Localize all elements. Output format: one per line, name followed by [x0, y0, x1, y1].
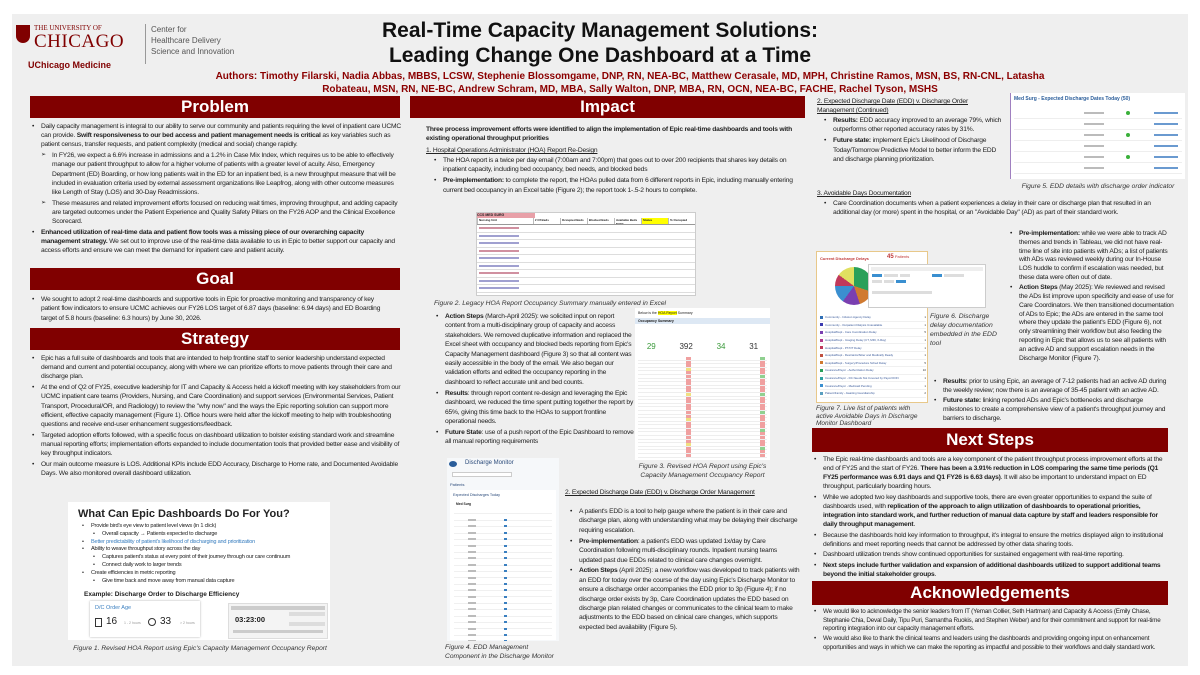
figure-4: Discharge Monitor Patients Expected Discharges Today Med Surg: [447, 458, 559, 641]
text-run: as key variables such as patient census, transfer requests, and patient complexity (medical and social) change rapidly.: [41, 132, 391, 149]
text-run: Ability to weave throughput story across the day: [91, 546, 201, 553]
epic-logo-icon: [449, 461, 457, 467]
gauge: 34: [716, 342, 726, 351]
text-run: .: [913, 521, 916, 529]
bullet-item: [932, 378, 1174, 396]
text-run: Connect daily work to larger trends: [102, 561, 182, 568]
table-row: [477, 295, 695, 297]
bullet-item: [30, 295, 390, 323]
table-row: [1014, 152, 1182, 163]
table-row: [477, 287, 695, 293]
bullet-item: [434, 428, 634, 447]
bullet-item: [932, 397, 1174, 423]
text-run: : a patient's EDD was updated 1x/day by Care Coordination following multi-disciplinary rounds. Inpatient nursing teams updated past due EDDs related to clinical care changes overnight.: [579, 537, 778, 564]
figure-6: [868, 264, 986, 308]
bullet-item: [822, 116, 1002, 135]
text-run: : use of a push report of the Epic Dashboard to remove all manual reporting requirements: [445, 428, 634, 446]
bullet-item: [1008, 230, 1174, 283]
text-run: EDD accuracy improved to an average 79%, which outperforms other reported accuracy rates by 31%.: [833, 117, 1002, 134]
text-run: While we adopted two key dashboards and supportive tools, there are even greater opportunities to expand the suite of dashboards used, with: [823, 493, 1152, 510]
bullet-item: [80, 531, 330, 539]
table-header-cell: Status: [641, 218, 668, 224]
clipboard-icon: [95, 618, 102, 627]
table-row: [477, 265, 695, 271]
problem-text: [30, 122, 402, 257]
text-run: Pre-implementation:: [1019, 230, 1080, 237]
next-steps-text: [812, 455, 1172, 581]
hoa-section-title: 1. Hospital Operations Administrator (HOA) Report Re-Design: [426, 147, 598, 154]
center-name: Center for Healthcare Delivery Science and Innovation: [145, 24, 234, 64]
bullet-item: [812, 635, 1167, 652]
color-swatch-icon: [820, 377, 823, 380]
text-run: replication of the approach to align utilization of dashboards to operational priorities, integration into standard work, and further reduction of manual data capture by staff and leaders responsible for daily throughput management: [823, 502, 1158, 529]
text-run: Give time back and move away from manual data capture: [102, 577, 235, 584]
strategy-text: [30, 354, 402, 480]
delay-list-item[interactable]: Patient/Family - Awaiting Guardianship 2: [820, 390, 926, 398]
text-run: Pre-implementation: [579, 537, 638, 545]
text-run: Action Steps: [579, 567, 618, 575]
authors: Authors: Timothy Filarski, Nadia Abbas, MBBS, LCSW, Stephenie Blossomgame, DNP, RN, NEA-BC, Matthew Cerasale, MD, MPH, Christine Ramos, MSN, BS, RN-CNL, Latasha Robateau, MSN, RN, NE-BC, Andrew Schram, MD, MBA, Sally Walton, DNP, MBA, RN, OCN, NEA-BC, FACHE, Rachel Tyson, MSHS: [215, 71, 1045, 95]
text-run: Results:: [833, 117, 858, 124]
text-run: Future state:: [943, 397, 981, 405]
patient-count: 45: [887, 254, 894, 260]
text-run: These measures and related improvement efforts focused on reducing wait times, improving throughput, and adding capacity are targeted outcomes under the Patient Experience and Quality Safety Pillars on the FY26 AOP and the Clinical Excellence Scorecard.: [52, 199, 398, 226]
text-run: We would also like to thank the clinical teams and leaders using the dashboards and providing ongoing input on enhancement opportunities and ways in which we can make the reporting as impactful and possible to their workflows and daily standard work.: [823, 635, 1156, 651]
table-row: [1014, 141, 1182, 152]
text-run: We set out to improve use of the real-time data available to us in Epic to better support our capacity and access efforts and ensure we can meet the demand for inpatient care and patient acuity.: [41, 237, 395, 255]
gauge: 392: [679, 342, 693, 351]
delay-list-item[interactable]: Hospital/Dept - Care Coordination Delay 5: [820, 329, 926, 337]
clock-icon: [148, 618, 156, 626]
text-run: Create efficiencies in metric reporting: [91, 569, 176, 576]
table-header-cell: Nursing Unit: [477, 218, 533, 224]
text-run: The Epic real-time dashboards and tools are a key component of the patient throughput process improvement efforts at the end of FY25 and the start of FY26.: [823, 456, 1163, 473]
color-swatch-icon: [820, 339, 823, 342]
avoidable-days-steps: [1008, 230, 1174, 365]
bullet-item: [30, 460, 402, 478]
text-run: Care Coordination documents when a patient experiences a delay in their care or discharge plan that resulted in an additional day (or more) spent in the hospital, or an "Avoidable Day" (AD) as part of their standard work.: [833, 200, 1151, 217]
text-run: We would like to acknowledge the senior leaders from IT (Yeman Collier, Seth Hartman) and Capacity & Access (Emily Chase, Stephanie Chia, Deval Daily, Tipu Puri, Samantha Ruokis, and Stephen Weber) and for their commitment and support for real-time reporting integration into our capacity management efforts.: [823, 608, 1161, 632]
bullet-item: [432, 156, 804, 175]
goal-text: [30, 295, 390, 325]
bullet-item: [80, 554, 330, 562]
text-run: (March-April 2025): we solicited input on report content from a multi-disciplinary group of capacity and access stakeholders. We removed duplicative information and replaced the Excel sheet with occupancy and blocked beds reporting from Epic's Capacity Management dashboard (Figure 3) so that all content was easily accessible in the body of the email. We also began our validation efforts and edited the occupancy reporting in the dashboard to reflect accurate unit and bed counts.: [445, 313, 632, 386]
delay-list-item[interactable]: Hospital/Dept - Restraints/Sitter and Medically Ready 1: [820, 352, 926, 360]
gauge: 31: [749, 342, 759, 351]
gauge: 29: [646, 342, 656, 351]
bullet-item: [30, 354, 402, 382]
text-run: We sought to adopt 2 real-time dashboards and supportive tools in Epic for proactive monitoring and transparency of key patient flow indicators to ensure UCMC achieves our FY26 LOS target of 6.87 days (baseline: 6.94 days) and ED Boarding target of 5.8 hours (baseline: 6.3 hours) by June 30, 2026.: [41, 296, 381, 322]
figure-5: Med Surg - Expected Discharge Dates Today (50): [1010, 93, 1185, 179]
impact-intro: Three process improvement efforts were identified to align the implementation of Epic real-time dashboards and tools with existing operational throughput priorities: [426, 126, 792, 143]
bullet-item: [80, 570, 330, 578]
hoa-action-text: [434, 312, 634, 448]
bullet-item: [812, 531, 1172, 549]
delay-list-item[interactable]: Community - Infusion Agency Delay 1: [820, 314, 926, 322]
bullet-item: [822, 199, 1172, 218]
text-run: Dashboard utilization trends show continued opportunities for sustained engagement with real-time reporting.: [823, 551, 1124, 559]
color-swatch-icon: [820, 369, 823, 372]
text-run: . It will also be important to understand impact on ED throughput, particularly boarding hours.: [823, 474, 1147, 491]
text-run: Pre-implementation:: [443, 177, 504, 185]
text-run: Overall capacity → Patients expected to discharge: [102, 530, 218, 537]
color-swatch-icon: [820, 316, 823, 319]
figure-4-caption: Figure 4. EDD Management Component in the Discharge Monitor: [445, 644, 554, 660]
figure-1: What Can Epic Dashboards Do For You? • Provide bird's eye view to patient level views (in 1 click) • Overall capacity → Patients expected to discharge • Better predictability of patient's likelihood of discharging and prioritization • Ability to weave throughput story across the day • Captures patient's status at every point of their journey through our care continuum • Connect daily work to larger trends • Create efficiencies in metric reporting • Give time back and move away from manual data capture Example: Discharge Order to Discharge Efficiency D/C Order Age 16 1 - 2 hours 33 > 2 hours 03:23:00: [68, 502, 330, 640]
figure-1-caption: Figure 1. Revised HOA Report using Epic's Capacity Management Occupancy Report: [73, 645, 327, 652]
figure-2-table: CCS MED SURG Nursing Unit # Of Beds Occupied Beds Blocked Beds Available Beds NOW Status % Occupied: [476, 212, 696, 296]
figure-5-caption: Figure 5. EDD details with discharge order indicator: [1021, 183, 1175, 190]
avoidable-days-results: [932, 378, 1174, 425]
text-run: Targeted adoption efforts followed, with a specific focus on dashboard utilization to bolster existing standard work and streamline manual reporting efforts; implementation efforts expanded to include documentation tools that provided better ease and visibility of key throughput indicators.: [41, 431, 400, 458]
bullet-item: [80, 523, 330, 531]
text-run: In FY26, we expect a 6.6% increase in admissions and a 1.2% in Case Mix Index, which requires us to be able to effectively manage our patient throughput to allow for a higher volume of patients with a greater level of acuity. Also, Emergency Department (ED) Boarding, or how long patients wait in the ED for an inpatient bed, is a new throughput measure that will be included in evaluation criteria used by external assessment organizations like Leapfrog, along with other outcome measures like Length of Stay (LOS) and 30-Day Readmissions.: [52, 152, 396, 196]
bullet-item: [30, 151, 402, 197]
table-header-cell: Blocked Beds: [587, 218, 614, 224]
color-swatch-icon: [820, 392, 823, 395]
problem-heading: Problem: [30, 96, 400, 118]
color-swatch-icon: [820, 361, 823, 364]
acknowledgements-heading: Acknowledgements: [812, 581, 1168, 605]
color-swatch-icon: [820, 323, 823, 326]
text-run: Next steps include further validation and expansion of additional dashboards utilized to support additional teams beyond the initial stakeholder groups: [823, 562, 1161, 579]
next-steps-heading: Next Steps: [812, 428, 1168, 452]
text-run: Epic has a full suite of dashboards and tools that are intended to help frontline staff to senior leadership understand expected demand and current and potential occupancy, along with where we can prioritize efforts to move patients through their care and discharge plan.: [41, 355, 392, 381]
text-run: Future State: [445, 428, 482, 436]
university-logo: THE UNIVERSITY OF CHICAGO UChicago Medicine: [16, 22, 141, 82]
table-row: [477, 280, 695, 286]
bullet-item: [30, 431, 402, 459]
text-run: Future state:: [833, 137, 871, 145]
table-header-cell: % Occupied: [668, 218, 695, 224]
table-header-cell: # Of Beds: [533, 218, 560, 224]
avoidable-days-title: 3. Avoidable Days Documentation: [817, 190, 912, 197]
figure-3-caption: Figure 3. Revised HOA Report using Epic's Capacity Management Occupancy Report: [638, 463, 767, 479]
table-header-cell: Available Beds NOW: [614, 218, 641, 224]
goal-heading: Goal: [30, 268, 400, 290]
bullet-item: [812, 493, 1172, 529]
bullet-item: [1008, 284, 1174, 363]
figure-6-caption: Figure 6. Discharge delay documentation embedded in the EDD tool: [930, 313, 997, 347]
bullet-item: [812, 561, 1172, 579]
delay-list-item[interactable]: Hospital/Dept - PT/OT Delay 1: [820, 344, 926, 352]
delay-list-item[interactable]: Insurance/Payor - Medicaid Pending 1: [820, 382, 926, 390]
bullet-item: [434, 312, 634, 387]
text-run: .: [934, 571, 937, 579]
shield-icon: [16, 25, 30, 43]
text-run: (May 2025): We reviewed and revised the ADs list improve upon specificity and ease of use for Care Coordinators. We then transitioned documentation of ADs to Epic; the ADs are entered in the same tool where they update the patient's EDD (Figure 6), not only streamlining their workflow but also feeding the reporting in Epic that allows us to see all patients with an active AD and support escalation needs in the Discharge Monitor (Figure 7).: [1019, 284, 1174, 362]
table-row: [477, 257, 695, 263]
text-run: : through report content re-design and leveraging the Epic dashboard, we reduced the time spent putting together the report by 65%, giving this time back to the HOAs to support frontline operational needs.: [445, 389, 634, 425]
text-run: Daily capacity management is integral to our ability to serve our community and patients requiring the level of inpatient care UCMC can provide.: [41, 123, 402, 140]
strategy-heading: Strategy: [30, 328, 400, 350]
hoa-text: [432, 156, 804, 197]
bullet-item: [80, 562, 330, 570]
color-swatch-icon: [820, 384, 823, 387]
text-run: (April 2025): a new workflow was developed to track patients with an EDD for today over the course of the day using Epic's Discharge Monitor to ensure a discharge order accompanies the EDD prior to 3p (Figure 4); if no discharge order exists by 3p, Care Coordination updates the EDD based on discharge plan related changes or communicates to the clinical team to make adjustments to the EDD based on clinical care changes, which supports expected bed availability (Figure 5).: [579, 567, 800, 631]
bullet-item: [80, 578, 330, 586]
text-run: Captures patient's status at every point of their journey through our care continuum: [102, 554, 291, 561]
text-run: Results: [943, 378, 966, 385]
delay-list-item[interactable]: Insurance/Payor - Authorization Delay 10: [820, 367, 926, 375]
text-run: to complete the report, the HOAs pulled data from 6 different reports in Epic, including manually entering current bed occupancy in an Excel table (Figure 2); the report took 1-.5-2 hours to complete.: [443, 177, 793, 194]
table-row: [1014, 163, 1182, 174]
table-row: [477, 227, 695, 233]
text-run: Provide bird's eye view to patient level views (in 1 click): [91, 523, 217, 529]
edd-section-title: 2. Expected Discharge Date (EDD) v. Discharge Order Management: [565, 489, 755, 496]
figure-7-caption: Figure 7. Live list of patients with active Avoidable Days in Discharge Monitor Dashboard: [816, 405, 918, 427]
figure-3: Below is the HOA Report Summary Occupancy Summary 29 392 34 31: [635, 308, 770, 460]
edd-continued-title: 2. Expected Discharge Date (EDD) v. Discharge Order Management (Continued): [817, 98, 968, 115]
delay-list-item[interactable]: Hospital/Dept - Surgery/Procedure Sched Delay 5: [820, 360, 926, 368]
bullet-item: [568, 566, 800, 632]
bullet-item: [432, 176, 804, 195]
text-run: Enhanced utilization of real-time data and patient flow tools was a missing piece of our overarching capacity management strategy.: [41, 228, 365, 245]
text-run: Results: [445, 389, 468, 397]
text-run: Action Steps: [445, 313, 484, 320]
text-run: Swift responsiveness to our bed access and patient management needs is critical: [76, 132, 321, 140]
table-row: [1014, 130, 1182, 141]
text-run: Better predictability of patient's likelihood of discharging and prioritization: [91, 538, 256, 545]
text-run: There has been a 3.91% reduction in LOS comparing the same time periods (Q1 FY25 performance was 6.91 days and Q1 FY26 is 6.63 days): [823, 465, 1159, 482]
bullet-item: [568, 507, 800, 535]
bullet-item: [80, 539, 330, 547]
avoidable-days-text: [822, 199, 1172, 219]
text-run: linking reported ADs and Epic's bottlenecks and discharge milestones to create a comprehensive view of a patient's throughput journey and barriers to discharge.: [943, 397, 1166, 422]
table-row: [638, 454, 767, 458]
bullet-item: [30, 383, 402, 429]
edd-continued-text: [822, 116, 1002, 166]
acknowledgements-text: [812, 608, 1167, 654]
color-swatch-icon: [820, 331, 823, 334]
bullet-item: [434, 389, 634, 427]
poster-title: Real-Time Capacity Management Solutions: Leading Change One Dashboard at a Time: [381, 19, 819, 67]
table-row: [1014, 119, 1182, 130]
bullet-item: [80, 546, 330, 554]
text-run: while we were able to track AD themes and trends in Tableau, we did not have real-time line of site into patients with ADs; a list of patients with ADs was reviewed weekly during our In-House LOS huddle to confirm if escalation was needed, but these data were often out of date.: [1019, 230, 1168, 281]
bullet-item: [568, 537, 800, 565]
bullet-item: [812, 455, 1172, 491]
table-row: [477, 250, 695, 256]
dc-order-age-widget: D/C Order Age 16 1 - 2 hours 33 > 2 hours: [90, 601, 200, 637]
figure-7: Current Discharge Delays 45 Patients Community - Infusion Agency Delay 1 Community - Outpatient Dialysis Unavailable 1 Hospital/Dept - Care Coordination Delay 5 Hospital/Dept - Imaging Delay (CT, MRI, X-Ray) 1 Hospital/Dept - PT/OT Delay 1 Hospital/Dept - Restraints/Sitter and Medically Ready 1 Hospital/Dept - Surgery/Procedure Sched Delay 5 Insurance/Payor - Authorization Delay 10 Insurance/Payor - DC Needs Not Covered by Payor/OON 1 Insurance/Payor - Medicaid Pending 1 Patient/Family - Awaiting Guardianship 2: [816, 251, 928, 403]
bullet-item: [30, 228, 402, 256]
discharge-timing-panel: 03:23:00: [228, 603, 328, 639]
figure-2-caption: Figure 2. Legacy HOA Report Occupancy Summary manually entered in Excel: [433, 300, 667, 307]
text-run: implement Epic's Likelihood of Discharge Today/Tomorrow Predictive Model to better inform the EDD and discharge planning prioritization.: [833, 137, 997, 164]
text-run: A patient's EDD is a tool to help gauge where the patient is in their care and discharge plan, along with understanding what may be delaying their discharge requiring escalation.: [579, 508, 798, 534]
text-run: Action Steps: [1019, 284, 1058, 292]
color-swatch-icon: [820, 354, 823, 357]
table-row: [477, 235, 695, 241]
bullet-item: [812, 608, 1167, 634]
bullet-item: [30, 122, 402, 150]
delay-list-item[interactable]: Insurance/Payor - DC Needs Not Covered by Payor/OON 1: [820, 375, 926, 383]
impact-heading: Impact: [410, 96, 805, 118]
color-swatch-icon: [820, 346, 823, 349]
bullet-item: [30, 199, 402, 227]
text-run: The HOA report is a twice per day email (7:00am and 7:00pm) that goes out to over 200 recipients that shares key details on inpatient capacity, including bed occupancy, bed needs, and blocked beds: [443, 157, 787, 174]
delay-list-item[interactable]: Hospital/Dept - Imaging Delay (CT, MRI, X-Ray) 1: [820, 337, 926, 345]
bullet-item: [812, 550, 1172, 559]
table-row: [477, 242, 695, 248]
text-run: Our main outcome measure is LOS. Additional KPIs include EDD Accuracy, Discharge to Home rate, and Documented Avoidable Days. We also monitored overall dashboard utilization.: [41, 460, 398, 477]
bullet-item: [822, 136, 1002, 164]
table-row: [477, 272, 695, 278]
text-run: : prior to using Epic, an average of 7-12 patients had an active AD during the weekly review; now there is an average of 35-45 patient with an active AD.: [943, 378, 1167, 394]
table-row: [454, 629, 552, 635]
text-run: Because the dashboards hold key information to throughput, it's integral to ensure the metrics displayed align to institutional definitions and meet reporting needs that cannot be addressed by other data sharing tools.: [823, 531, 1164, 548]
table-header-cell: Occupied Beds: [560, 218, 587, 224]
edd-text: [568, 507, 800, 634]
table-row: [1014, 108, 1182, 119]
delay-list-item[interactable]: Community - Outpatient Dialysis Unavailable 1: [820, 322, 926, 330]
text-run: At the end of Q2 of FY25, executive leadership for IT and Capacity & Access held a kickoff meeting with key stakeholders from our UCMC inpatient care teams (Providers, Nursing, and Care Coordination) and support services (Environmental Services, Patient Transport, Procedural/OR, and Radiology) to review the "why now" and the ways the Epic reporting solution can support more efficient, effective capacity management (Figure 1). Office hours were held after the kickoff meeting to help with troubleshooting questions and receive end-user enhancement suggestions/feedback.: [41, 384, 401, 428]
